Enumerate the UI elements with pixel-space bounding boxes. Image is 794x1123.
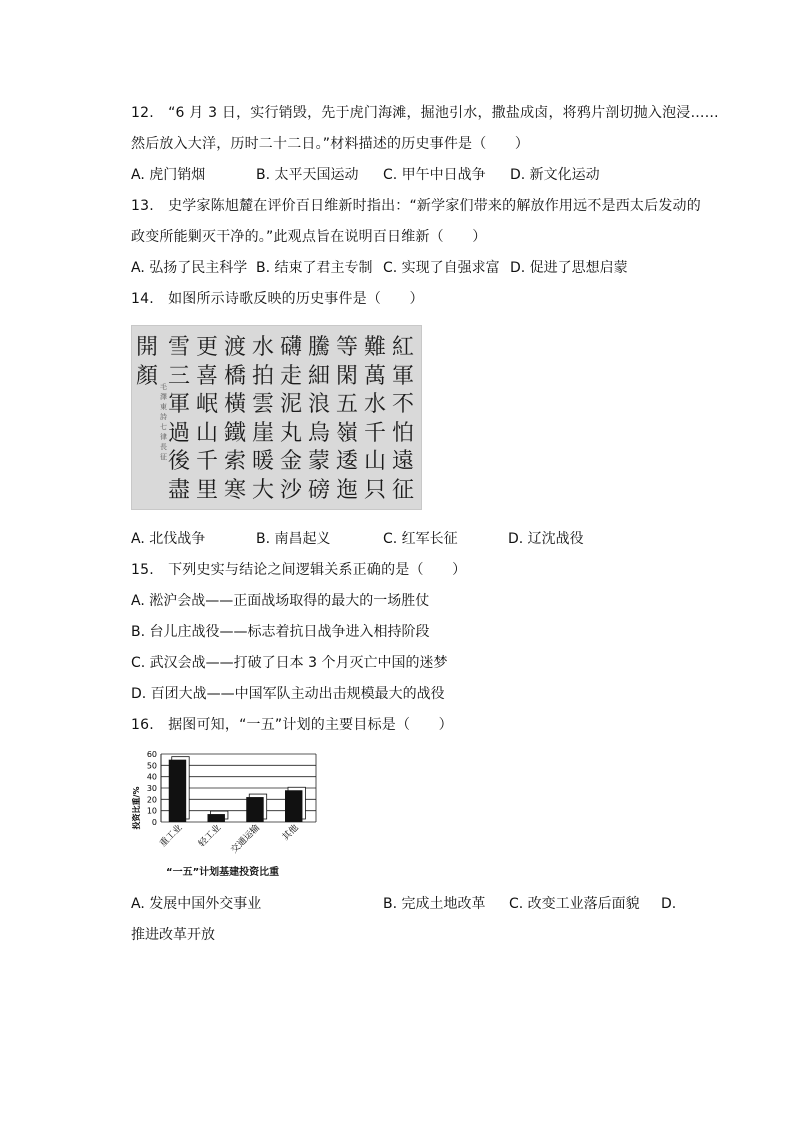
q14-option-d[interactable]: D. 辽沈战役 bbox=[508, 531, 584, 547]
q15-option-c[interactable]: C. 武汉会战——打破了日本 3 个月灭亡中国的迷梦 bbox=[131, 655, 448, 671]
q12-option-c[interactable]: C. 甲午中日战争 bbox=[383, 167, 486, 183]
q13-stem-line1: 13. 史学家陈旭麓在评价百日维新时指出：“新学家们带来的解放作用远不是西太后发动的 bbox=[131, 198, 701, 214]
poem-column: 紅軍不怕遠征 bbox=[391, 335, 414, 503]
chart-bar bbox=[246, 797, 263, 822]
q15-option-b[interactable]: B. 台儿庄战役——标志着抗日战争进入相持阶段 bbox=[131, 624, 430, 640]
poem-column: 更喜岷山千里 bbox=[195, 335, 218, 503]
q12-stem-line2: 然后放入大洋，历时二十二日。”材料描述的历史事件是（ ） bbox=[131, 136, 530, 152]
chart-x-tick-label: 交通运输 bbox=[229, 823, 262, 856]
chart-x-tick-label: 其他 bbox=[280, 823, 301, 843]
q16-option-a[interactable]: A. 发展中国外交事业 bbox=[131, 896, 262, 912]
chart-y-tick-label: 40 bbox=[146, 772, 157, 782]
poem-signature: 毛澤東詩七律長征 bbox=[160, 383, 167, 461]
chart-x-tick-label: 重工业 bbox=[158, 823, 185, 850]
chart-y-tick-label: 50 bbox=[146, 761, 157, 771]
poem-column: 渡橋橫鐵索寒 bbox=[223, 335, 246, 503]
q13-stem-line2: 政变所能剿灭干净的。”此观点旨在说明百日维新（ ） bbox=[131, 229, 487, 245]
chart-x-tick-label: 轻工业 bbox=[197, 823, 224, 850]
q13-option-b[interactable]: B. 结束了君主专制 bbox=[256, 260, 373, 276]
q14-option-c[interactable]: C. 红军长征 bbox=[383, 531, 458, 547]
poem-column: 難萬水千山只 bbox=[363, 335, 386, 503]
q15-option-d[interactable]: D. 百团大战——中国军队主动出击规模最大的战役 bbox=[131, 686, 445, 702]
chart-y-tick-label: 0 bbox=[151, 818, 157, 827]
investment-chart bbox=[131, 744, 331, 884]
q16-option-b[interactable]: B. 完成土地改革 bbox=[383, 896, 486, 912]
chart-y-tick-label: 20 bbox=[146, 795, 157, 805]
chart-title: “一五”计划基建投资比重 bbox=[166, 867, 280, 878]
q13-option-d[interactable]: D. 促进了思想启蒙 bbox=[510, 260, 628, 276]
chart-y-tick-label: 10 bbox=[146, 806, 157, 816]
q12-stem-line1: 12. “6 月 3 日，实行销毁，先于虎门海滩，掘池引水，撒盐成卤，将鸦片剖切抛入泡浸…… bbox=[131, 105, 719, 121]
poem-column: 騰細浪烏蒙磅 bbox=[307, 335, 330, 503]
q12-option-b[interactable]: B. 太平天国运动 bbox=[256, 167, 359, 183]
poem-column: 開顏 bbox=[135, 335, 158, 389]
q14-option-b[interactable]: B. 南昌起义 bbox=[256, 531, 331, 547]
chart-y-tick-label: 30 bbox=[146, 784, 157, 793]
q13-option-a[interactable]: A. 弘扬了民主科学 bbox=[131, 260, 248, 276]
chart-bar bbox=[285, 790, 302, 822]
chart-bar bbox=[208, 814, 225, 822]
q16-option-d[interactable]: D. bbox=[661, 896, 677, 912]
q14-stem: 14. 如图所示诗歌反映的历史事件是（ ） bbox=[131, 291, 424, 307]
investment-bar-chart bbox=[131, 744, 331, 862]
q15-stem: 15. 下列史实与结论之间逻辑关系正确的是（ ） bbox=[131, 562, 467, 578]
chart-y-axis-label: 投资比重/% bbox=[132, 786, 141, 830]
poem-column: 雪三軍過後盡 bbox=[167, 335, 190, 503]
q16-stem: 16. 据图可知，“一五”计划的主要目标是（ ） bbox=[131, 717, 453, 733]
q12-option-a[interactable]: A. 虎门销烟 bbox=[131, 167, 206, 183]
chart-y-tick-label: 60 bbox=[146, 750, 157, 759]
q12-option-d[interactable]: D. 新文化运动 bbox=[510, 167, 600, 183]
poem-column: 等閑五嶺逶迤 bbox=[335, 335, 358, 503]
chart-bar bbox=[169, 760, 186, 822]
q13-option-c[interactable]: C. 实现了自强求富 bbox=[383, 260, 500, 276]
poem-calligraphy-image bbox=[131, 325, 422, 510]
q14-option-a[interactable]: A. 北伐战争 bbox=[131, 531, 206, 547]
poem-column: 礴走泥丸金沙 bbox=[279, 335, 302, 503]
q16-option-c[interactable]: C. 改变工业落后面貌 bbox=[509, 896, 640, 912]
q16-option-d-text[interactable]: 推进改革开放 bbox=[131, 927, 215, 943]
q15-option-a[interactable]: A. 淞沪会战——正面战场取得的最大的一场胜仗 bbox=[131, 593, 430, 609]
poem-column: 水拍雲崖暖大 bbox=[251, 335, 274, 503]
